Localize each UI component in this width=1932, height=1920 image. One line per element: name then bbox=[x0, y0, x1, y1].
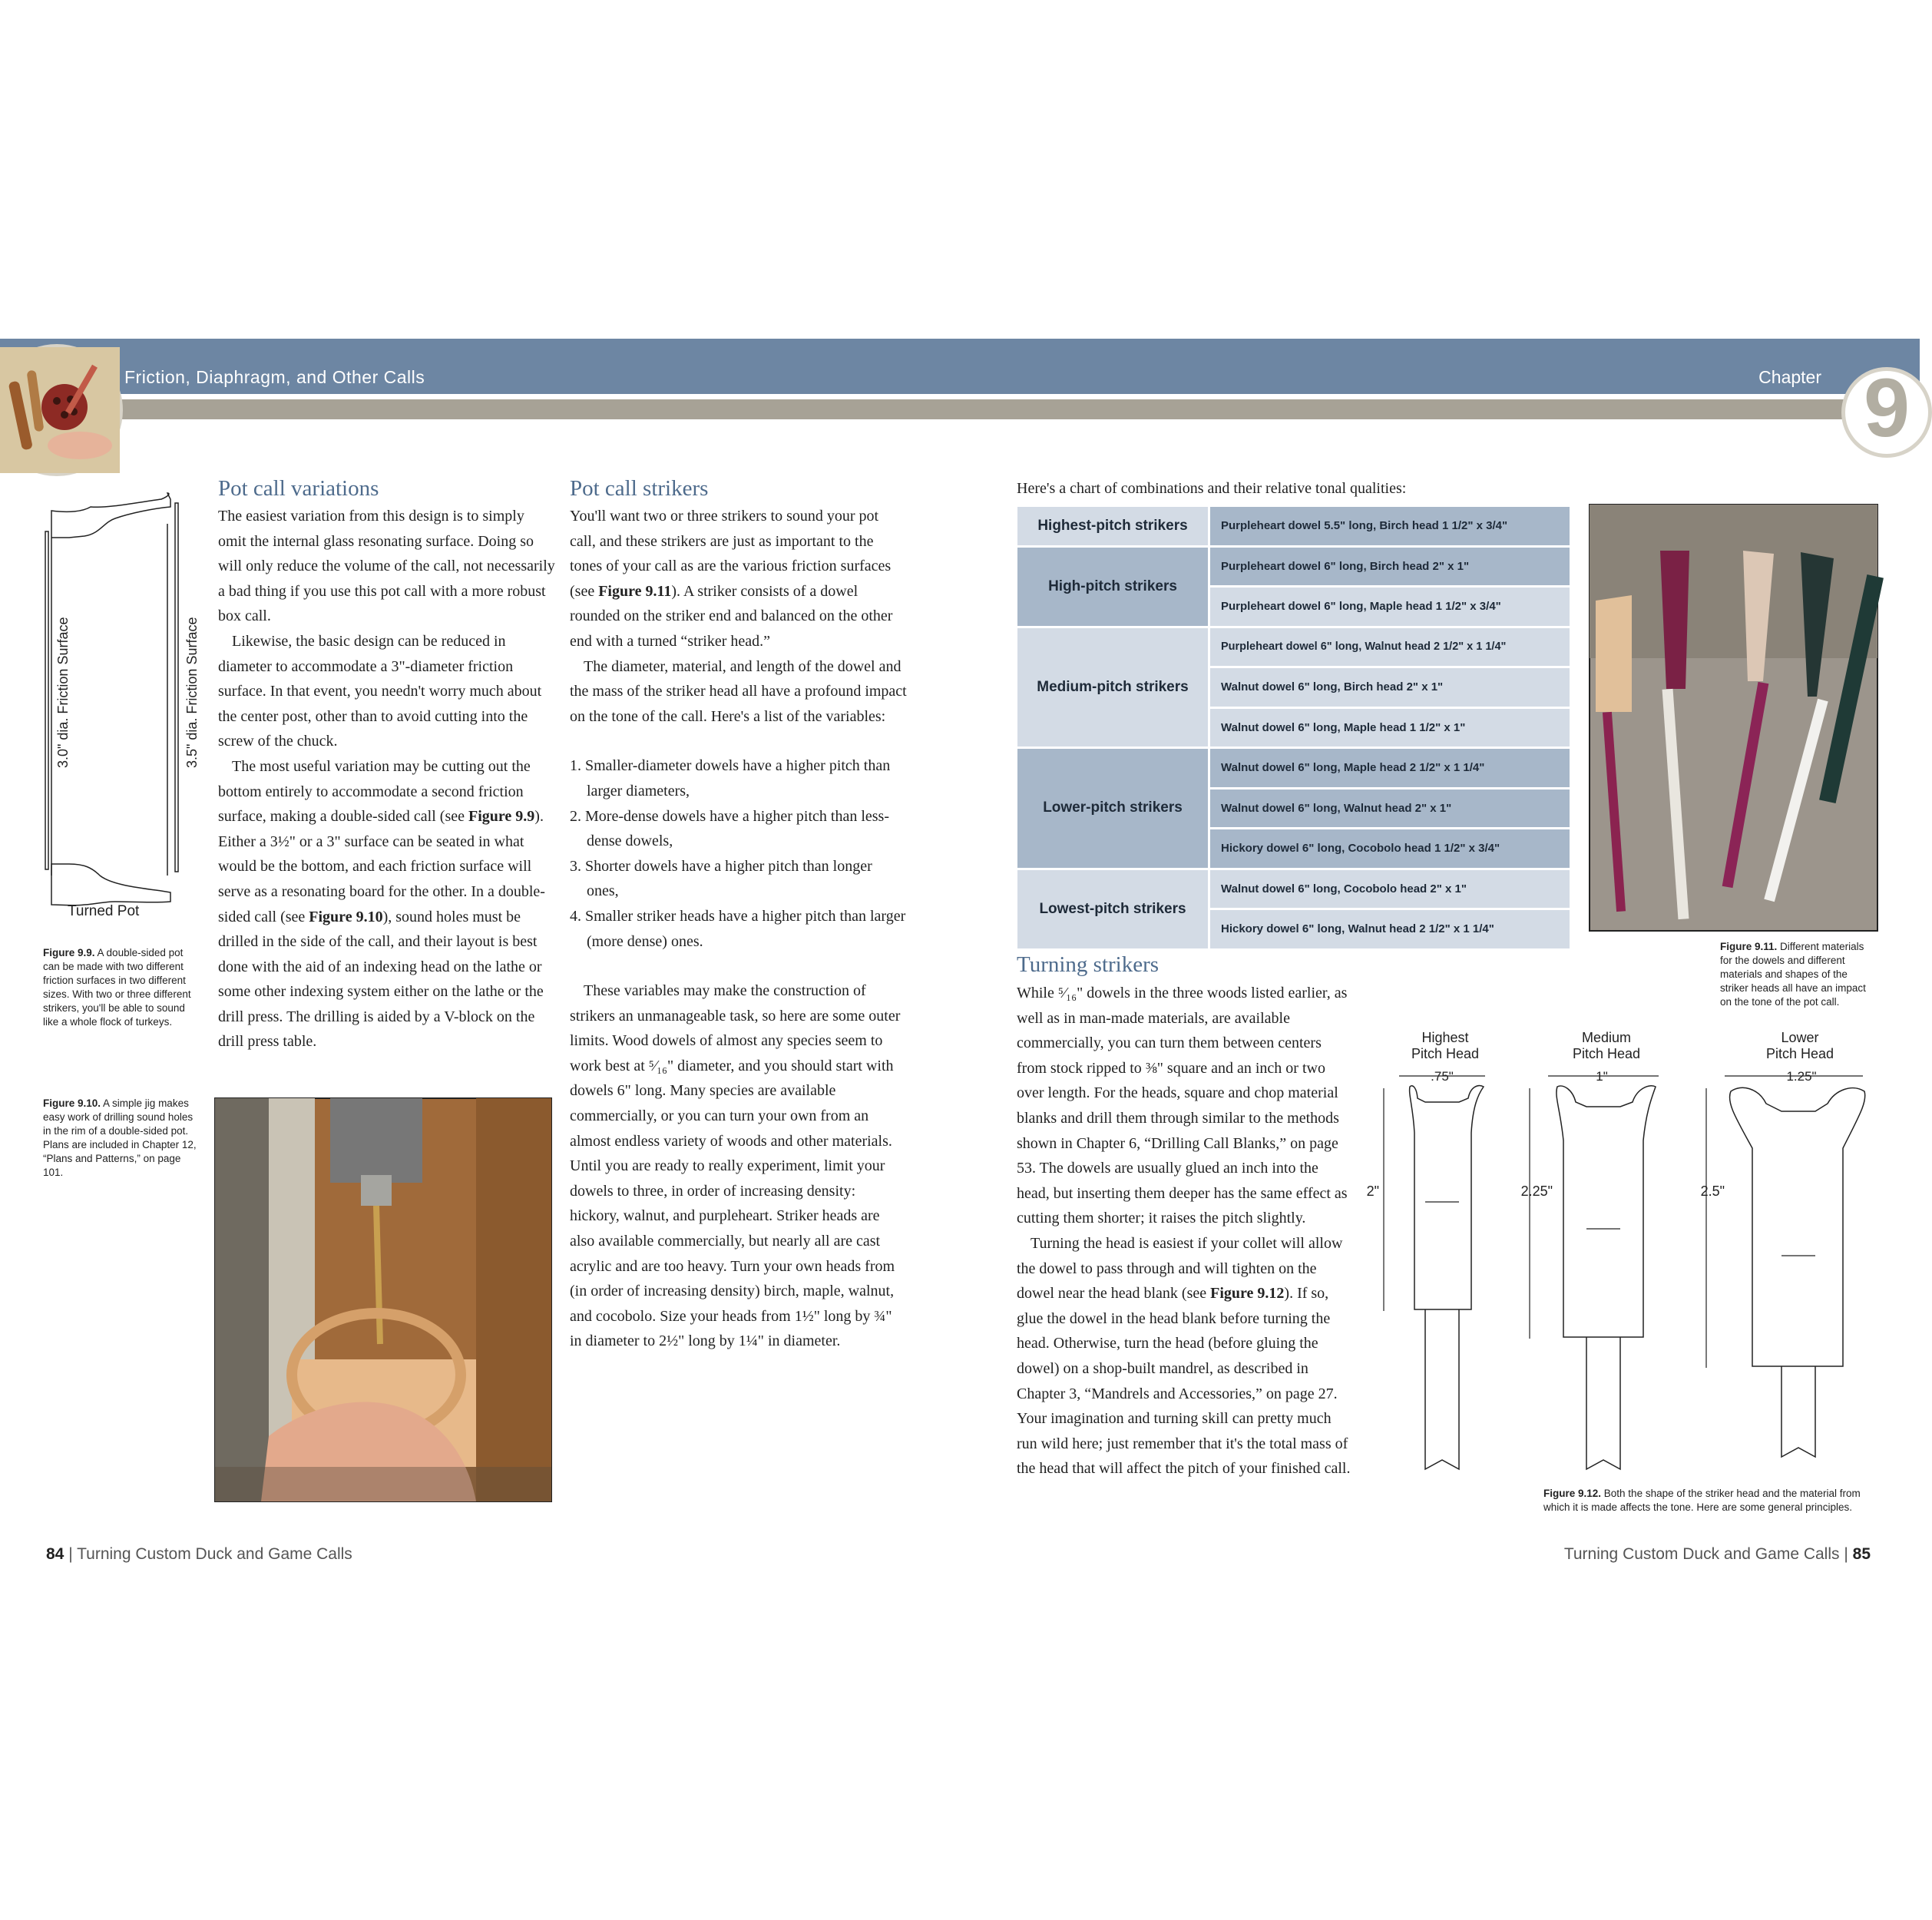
footer-left: 84 | Turning Custom Duck and Game Calls bbox=[46, 1545, 352, 1563]
table-cell: Hickory dowel 6" long, Walnut head 2 1/2" x 1 1/4" bbox=[1210, 910, 1570, 948]
table-cell: Walnut dowel 6" long, Maple head 1 1/2" x 1" bbox=[1210, 709, 1570, 747]
running-title: Friction, Diaphragm, and Other Calls bbox=[124, 367, 425, 387]
pot-call-strikers-text: You'll want two or three strikers to sound your pot call, and these strikers are just as important to the tones of your call as are the various friction surfaces (see Figure 9.11). A striker consists of a dowel rounded on the striker end and balanced on the other end with a turned “striker head.” The diameter, material, and length of the dowel and the mass of the striker head all have a profound impact on the tone of the call. Here's a list of the variables: 1. Smaller-diameter dowels have a higher pitch than larger diameters, 2. More-dense dowels have a higher pitch than less-dense dowels, 3. Shorter dowels have a higher pitch than longer ones, 4. Smaller striker heads have a higher pitch than larger (more dense) ones. These variables may make the construction of strikers an unmanageable task, so here are some outer limits. Wood dowels of almost any species seem to work best at ⁵⁄₁₆" diameter, and you should start with dowels 6" long. Many species are available commercially, or you can turn your own from an almost endless variety of woods and other materials. Until you are ready to really experiment, limit your dowels to three, in order of increasing density: hickory, walnut, and purpleheart. Striker heads are also available commercially, but nearly all are cast acrylic and are too heavy. Turn your own heads from (in order of increasing density) birch, maple, walnut, and cocobolo. Size your heads from 1½" long by ¾" in diameter to 2½" long by 1¼" in diameter. bbox=[570, 508, 907, 1350]
head-title: Pitch Head bbox=[1572, 1046, 1641, 1061]
table-row bbox=[1017, 628, 1570, 667]
header-underline bbox=[0, 399, 1920, 419]
table-category: Medium-pitch strikers bbox=[1017, 628, 1208, 747]
table-cell: Walnut dowel 6" long, Walnut head 2" x 1" bbox=[1210, 790, 1570, 828]
table-cell: Purpleheart dowel 5.5" long, Birch head 1 1/2" x 3/4" bbox=[1210, 507, 1570, 545]
table-category: High-pitch strikers bbox=[1017, 548, 1208, 626]
heading-turning-strikers: Turning strikers bbox=[1017, 952, 1160, 977]
variable-list-item: 4. Smaller striker heads have a higher pitch than larger (more dense) ones. bbox=[570, 907, 906, 950]
table-row bbox=[1017, 870, 1570, 909]
variable-list-item: 2. More-dense dowels have a higher pitch than less-dense dowels, bbox=[570, 807, 889, 850]
chapter-number: 9 bbox=[1863, 361, 1910, 454]
head-width-label: 1" bbox=[1596, 1069, 1608, 1084]
table-row bbox=[1017, 507, 1570, 545]
figure-9-10-photo bbox=[215, 1098, 551, 1501]
table-cell: Purpleheart dowel 6" long, Maple head 1 1/2" x 3/4" bbox=[1210, 588, 1570, 626]
figure-9-11-photo bbox=[1590, 505, 1877, 931]
figure-9-9-diagram bbox=[38, 492, 200, 922]
head-title: Highest bbox=[1421, 1030, 1469, 1045]
medium-pitch-head-drawing bbox=[1521, 1030, 1659, 1469]
head-length-label: 2.25" bbox=[1520, 1183, 1553, 1199]
figure-9-9-caption: Figure 9.9. A double-sided pot can be made with two different friction surfaces in two different sizes. With two or three different strikers, you'll be able to sound like a whole flock of turkeys. bbox=[43, 947, 191, 1028]
figure-9-10-caption: Figure 9.10. A simple jig makes easy work of drilling sound holes in the rim of a double-sided pot. Plans are included in Chapter 12, “Plans and Patterns,” on page 101. bbox=[43, 1097, 197, 1178]
figure-9-12-caption: Figure 9.12. Both the shape of the striker head and the material from which it is made affects the tone. Here are some general principles. bbox=[1543, 1488, 1861, 1513]
table-cell: Purpleheart dowel 6" long, Walnut head 2 1/2" x 1 1/4" bbox=[1210, 628, 1570, 667]
highest-pitch-head-drawing bbox=[1367, 1030, 1485, 1469]
lower-pitch-head-drawing bbox=[1701, 1030, 1865, 1457]
striker-combinations-table bbox=[1015, 505, 1572, 951]
fig-9-9-label-inner: 3.5" dia. Friction Surface bbox=[184, 617, 200, 768]
head-title: Medium bbox=[1581, 1030, 1632, 1045]
table-row bbox=[1017, 749, 1570, 787]
head-title: Lower bbox=[1781, 1030, 1819, 1045]
pot-call-variations-text: The easiest variation from this design is to simply omit the internal glass resonating surface. Doing so will only reduce the volume of the call, not necessarily a bad thing if you use this pot call with a more robust box call. Likewise, the basic design can be reduced in diameter to accommodate a 3"-diameter friction surface. In that event, you needn't worry much about the center post, other than to avoid cutting into the screw of the chuck. The most useful variation may be cutting out the bottom entirely to accommodate a second friction surface, making a double-sided call (see Figure 9.9). Either a 3½" or a 3" surface can be seated in what would be the bottom, and each friction surface will serve as a resonating board for the other. In a double-sided call (see Figure 9.10), sound holes must be drilled in the side of the call, and their layout is best done with the aid of an indexing head on the lathe or some other indexing system either on the lathe or the drill press. The drilling is aided by a V-block on the drill press table. bbox=[218, 508, 555, 1051]
chart-intro: Here's a chart of combinations and their relative tonal qualities: bbox=[1017, 480, 1407, 497]
heading-pot-call-strikers: Pot call strikers bbox=[570, 476, 709, 501]
variable-list-item: 3. Shorter dowels have a higher pitch than longer ones, bbox=[570, 857, 872, 900]
variable-list-item: 1. Smaller-diameter dowels have a higher pitch than larger diameters, bbox=[570, 757, 891, 799]
head-length-label: 2.5" bbox=[1700, 1183, 1725, 1199]
head-title: Pitch Head bbox=[1411, 1046, 1480, 1061]
table-cell: Walnut dowel 6" long, Birch head 2" x 1" bbox=[1210, 668, 1570, 707]
table-category: Highest-pitch strikers bbox=[1017, 507, 1208, 545]
table-cell: Walnut dowel 6" long, Maple head 2 1/2" x 1 1/4" bbox=[1210, 749, 1570, 787]
figure-9-12-diagram bbox=[1351, 1025, 1889, 1486]
table-cell: Purpleheart dowel 6" long, Birch head 2" x 1" bbox=[1210, 548, 1570, 586]
table-category: Lower-pitch strikers bbox=[1017, 749, 1208, 868]
turning-strikers-text: While ⁵⁄₁₆" dowels in the three woods listed earlier, as well as in man-made materials, are available commercially, you can turn them between centers from stock ripped to ⅜" square and an inch or two over length. For the heads, square and chop material blanks and drill them through similar to the methods shown in Chapter 6, “Drilling Call Blanks,” on page 53. The dowels are usually glued an inch into the head, but inserting them deeper has the same effect as cutting them shorter; it raises the pitch slightly. Turning the head is easiest if your collet will allow the dowel to pass through and will tighten on the dowel near the head blank (see Figure 9.12). If so, glue the dowel in the head blank before turning the head. Otherwise, turn the head (before gluing the dowel) on a shop-built mandrel, as described in Chapter 3, “Mandrels and Accessories,” on page 27. Your imagination and turning skill can pretty much run wild here; just remember that it's the total mass of the head that will affect the pitch of your finished call. bbox=[1017, 985, 1351, 1478]
head-width-label: 1.25" bbox=[1786, 1069, 1817, 1084]
chapter-label: Chapter bbox=[1758, 367, 1821, 387]
table-category: Lowest-pitch strikers bbox=[1017, 870, 1208, 948]
head-length-label: 2" bbox=[1366, 1183, 1379, 1199]
footer-right: Turning Custom Duck and Game Calls | 85 bbox=[1563, 1545, 1871, 1563]
table-row bbox=[1017, 548, 1570, 586]
table-cell: Hickory dowel 6" long, Cocobolo head 1 1/2" x 3/4" bbox=[1210, 829, 1570, 868]
figure-9-11-caption: Figure 9.11. Different materials for the dowels and different materials and shapes of the striker heads all have an impact on the tone of the pot call. bbox=[1720, 941, 1866, 1008]
heading-pot-call-variations: Pot call variations bbox=[218, 476, 379, 501]
head-width-label: .75" bbox=[1431, 1069, 1454, 1084]
head-title: Pitch Head bbox=[1765, 1046, 1834, 1061]
fig-9-9-label-bottom: Turned Pot bbox=[68, 903, 140, 919]
fig-9-9-label-outer: 3.0" dia. Friction Surface bbox=[55, 617, 71, 768]
chapter-logo-photo bbox=[0, 344, 123, 476]
table-cell: Walnut dowel 6" long, Cocobolo head 2" x 1" bbox=[1210, 870, 1570, 909]
